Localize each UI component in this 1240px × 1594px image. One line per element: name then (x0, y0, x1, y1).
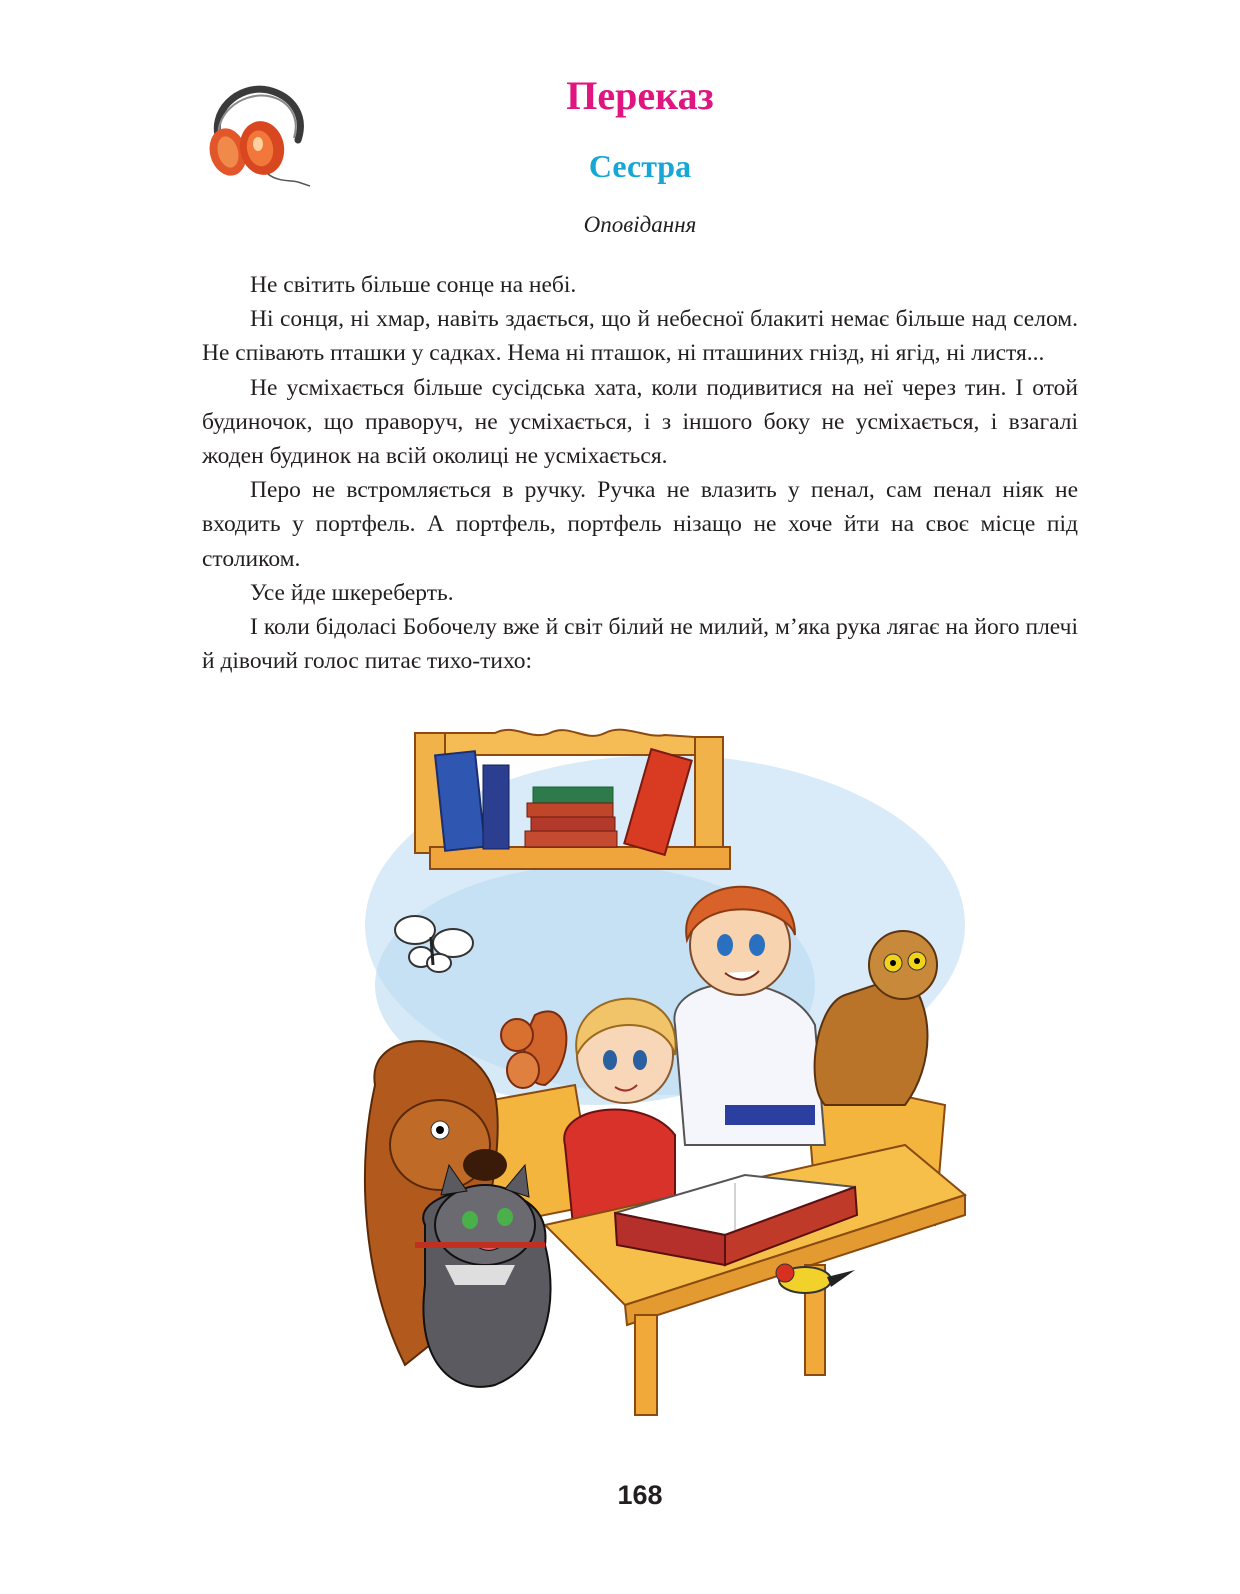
paragraph: Перо не встромляється в ручку. Ручка не влазить у пенал, сам пенал ніяк не входить у портфель. А портфель, портфель нізащо не хоче йти на своє місце під столиком. (202, 477, 1078, 572)
paragraph: Ні сонця, ні хмар, навіть здається, що й небесної блакиті немає більше над селом. Не співають пташки у садках. Нема ні пташок, ні пташиних гнізд, ні ягід, ні листя... (202, 306, 1078, 367)
story-title: Сестра (588, 148, 692, 184)
page-number: 168 (617, 1480, 663, 1510)
paragraph: Не усміхається більше сусідська хата, коли подивитися на неї через тин. І отой будиночок, що праворуч, не усміхається, і з іншого боку не усміхається, і взагалі жоден будинок на всій околиці не усміхається. (202, 374, 1078, 470)
story-illustration (345, 725, 970, 1440)
story-text (202, 268, 1078, 678)
paragraph: І коли бідоласі Бобочелу вже й світ білий не милий, м’яка рука лягає на його плечі й дівочий голос питає тихо-тихо: (202, 614, 1078, 675)
goldfinch (776, 1264, 855, 1293)
section-title: Переказ (566, 73, 714, 118)
paragraph: Не світить більше сонце на небі. (250, 272, 577, 298)
paragraph: Усе йде шкереберть. (250, 579, 454, 606)
genre-label: Оповідання (583, 212, 697, 237)
